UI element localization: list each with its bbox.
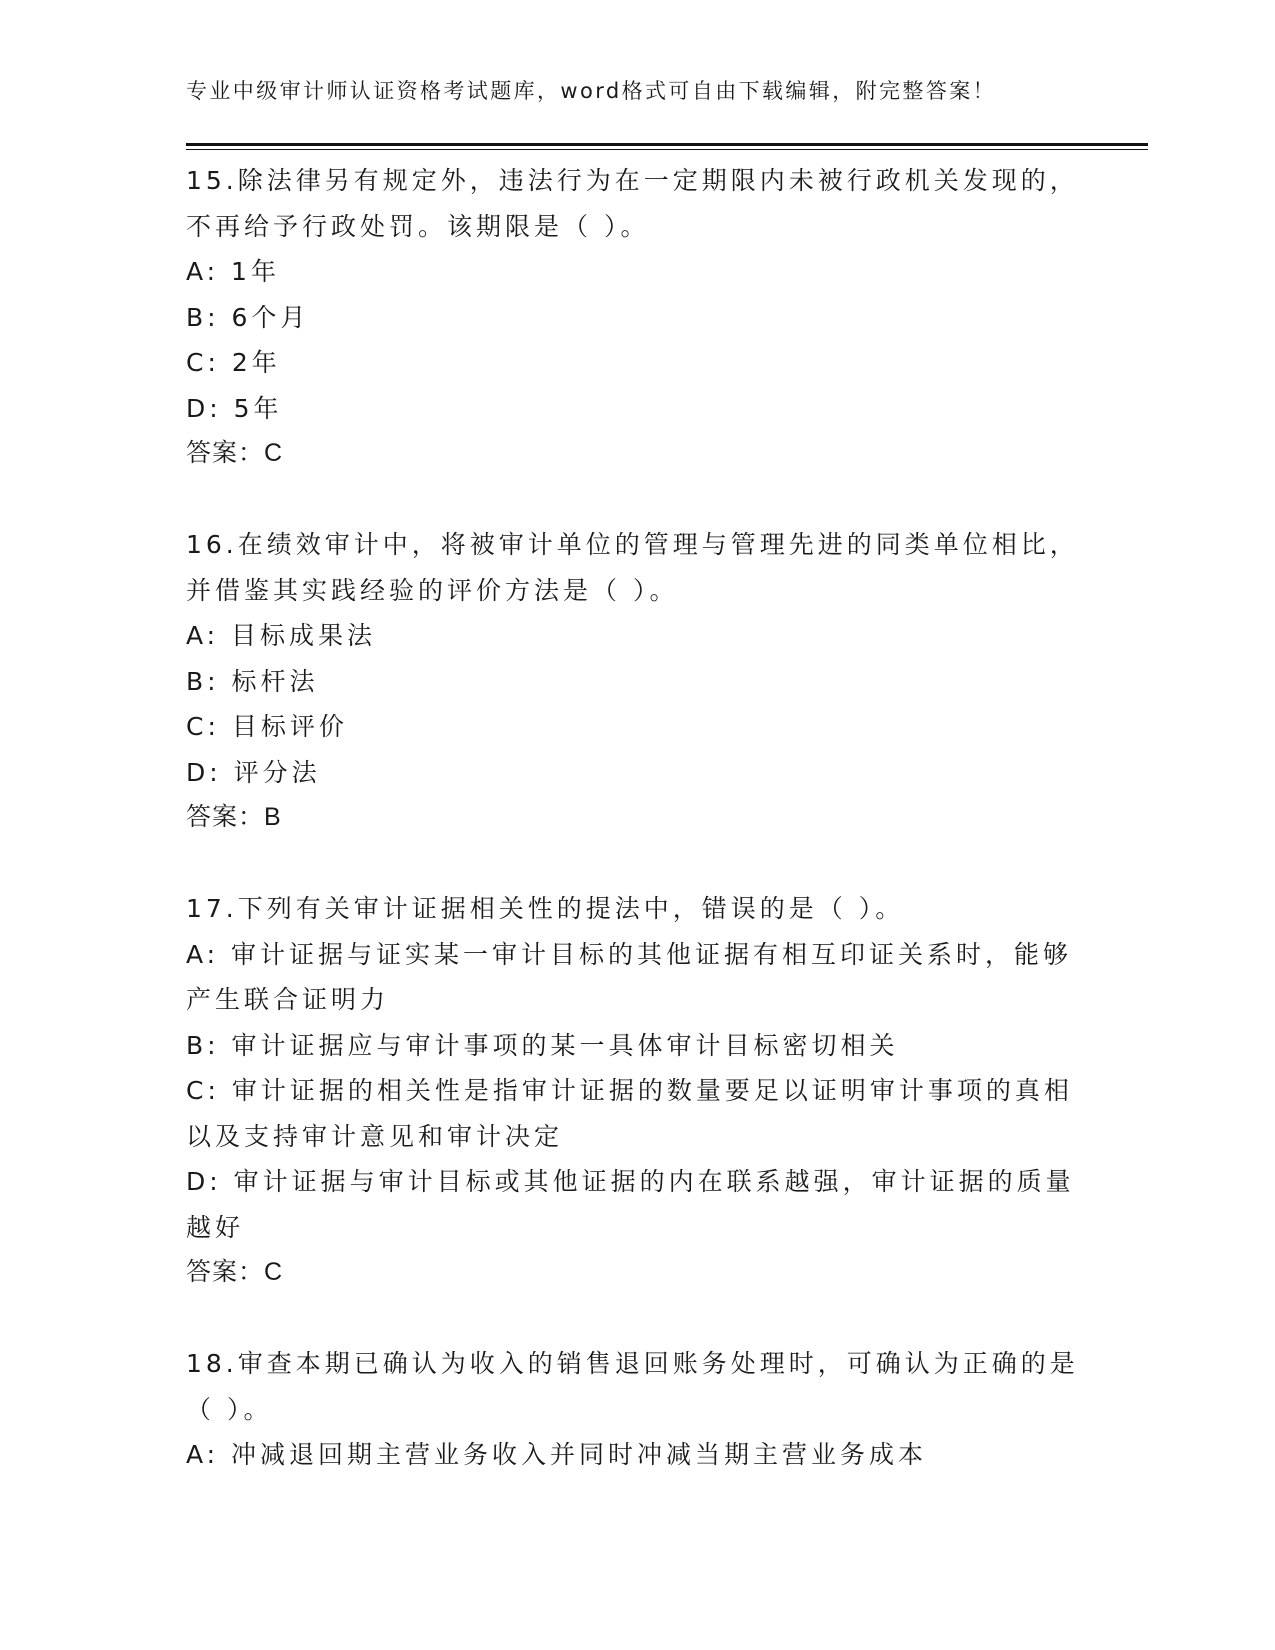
question-stem-line: 不再给予行政处罚。该期限是（ ）。 <box>186 211 650 241</box>
answer-line: 答案：C <box>186 439 284 467</box>
answer-line: 答案：C <box>186 1258 284 1286</box>
question-stem-line: 18.审查本期已确认为收入的销售退回账务处理时，可确认为正确的是 <box>186 1349 1079 1378</box>
question-stem-line: 16.在绩效审计中，将被审计单位的管理与管理先进的同类单位相比， <box>186 530 1079 559</box>
option-a: A: 1年 <box>186 257 280 286</box>
option-b: B: 审计证据应与审计事项的某一具体审计目标密切相关 <box>186 1030 899 1060</box>
option-d: D: 5年 <box>186 393 283 423</box>
question-spacer <box>186 841 1086 887</box>
question-17 <box>186 886 1086 1296</box>
option-c-continued: 以及支持审计意见和审计决定 <box>186 1121 564 1151</box>
question-16 <box>186 522 1086 841</box>
question-15 <box>186 158 1086 477</box>
question-spacer <box>186 1296 1086 1342</box>
question-stem-line: （ ）。 <box>186 1394 273 1424</box>
option-d-continued: 越好 <box>186 1212 245 1242</box>
answer-line: 答案：B <box>186 803 282 831</box>
question-list <box>186 158 1086 1478</box>
header-rule-thick <box>186 143 1148 146</box>
option-d: D: 评分法 <box>186 757 321 787</box>
option-a-continued: 产生联合证明力 <box>186 985 390 1014</box>
question-stem-line: 15.除法律另有规定外，违法行为在一定期限内未被行政机关发现的， <box>186 166 1079 195</box>
header-rule-thin <box>186 149 1148 150</box>
option-b: B: 标杆法 <box>186 666 319 696</box>
option-d: D: 审计证据与审计目标或其他证据的内在联系越强，审计证据的质量 <box>186 1167 1075 1196</box>
option-a: A: 冲减退回期主营业务收入并同时冲减当期主营业务成本 <box>186 1440 928 1469</box>
option-a: A: 目标成果法 <box>186 621 377 650</box>
option-a: A: 审计证据与证实某一审计目标的其他证据有相互印证关系时，能够 <box>186 939 1073 969</box>
question-spacer <box>186 477 1086 523</box>
option-c: C: 审计证据的相关性是指审计证据的数量要足以证明审计事项的真相 <box>186 1076 1073 1105</box>
option-c: C: 2年 <box>186 348 281 377</box>
question-stem-line: 并借鉴其实践经验的评价方法是（ ）。 <box>186 575 679 605</box>
option-c: C: 目标评价 <box>186 712 348 741</box>
option-b: B: 6个月 <box>186 302 310 332</box>
question-stem-line: 17.下列有关审计证据相关性的提法中，错误的是（ ）。 <box>186 894 905 923</box>
page-header: 专业中级审计师认证资格考试题库，word格式可自由下载编辑，附完整答案！ <box>186 79 997 103</box>
question-18 <box>186 1341 1086 1478</box>
